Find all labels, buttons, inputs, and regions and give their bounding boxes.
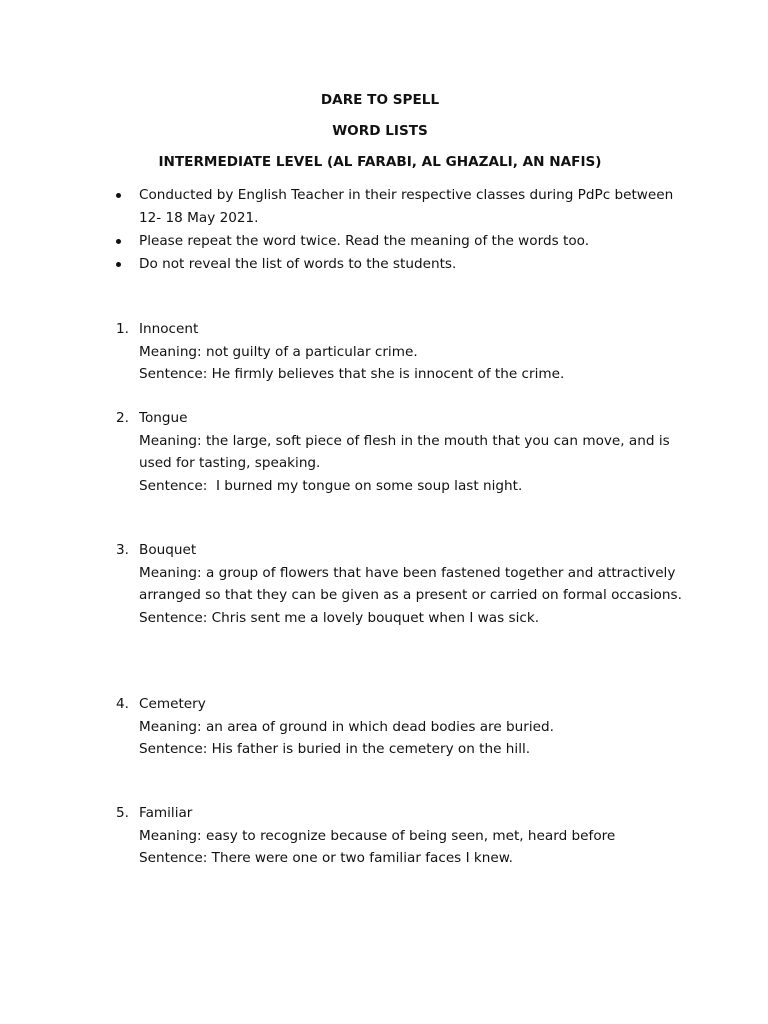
word-sentence: Sentence: His father is buried in the cemetery on the hill. (139, 741, 531, 757)
word-entry (116, 407, 696, 497)
word-text: Tongue (139, 410, 188, 426)
word-number: 3. (116, 542, 129, 558)
document-subtitle: WORD LISTS (332, 123, 428, 139)
word-sentence: Sentence: Chris sent me a lovely bouquet when I was sick. (139, 609, 540, 626)
word-number: 1. (116, 321, 129, 337)
instruction-text: Do not reveal the list of words to the students. (139, 256, 457, 272)
bullet-icon (116, 193, 121, 198)
document-title: DARE TO SPELL (320, 92, 440, 108)
word-text: Innocent (139, 321, 199, 337)
instruction-item (116, 253, 676, 276)
word-number: 4. (116, 696, 129, 712)
word-sentence: Sentence: There were one or two familiar faces I knew. (139, 850, 513, 866)
word-number: 5. (116, 805, 129, 821)
instruction-list (116, 184, 676, 276)
word-entry (116, 693, 696, 761)
word-meaning: Meaning: the large, soft piece of flesh in the mouth that you can move, and is used for tasting, speaking. (139, 432, 675, 471)
word-text: Cemetery (139, 696, 206, 712)
word-sentence: Sentence: He firmly believes that she is innocent of the crime. (139, 366, 565, 382)
instruction-item (116, 230, 676, 253)
word-meaning: Meaning: a group of flowers that have been fastened together and attractively arranged so that they can be given as a present or carried on formal occasions. (139, 564, 682, 603)
word-meaning: Meaning: an area of ground in which dead bodies are buried. (139, 718, 554, 735)
word-text: Bouquet (139, 542, 197, 558)
word-entry (116, 802, 696, 870)
instruction-text: Please repeat the word twice. Read the meaning of the words too. (139, 233, 590, 249)
bullet-icon (116, 239, 121, 244)
word-text: Familiar (139, 805, 193, 821)
instruction-text: Conducted by English Teacher in their respective classes during PdPc between 12- 18 May 2021. (139, 187, 674, 226)
instruction-item (116, 184, 676, 230)
word-meaning: Meaning: not guilty of a particular crime. (139, 343, 418, 360)
word-entry (116, 539, 696, 629)
word-meaning: Meaning: easy to recognize because of being seen, met, heard before (139, 827, 616, 844)
bullet-icon (116, 262, 121, 267)
word-sentence: Sentence: I burned my tongue on some soup last night. (139, 477, 523, 494)
level-heading: INTERMEDIATE LEVEL (AL FARABI, AL GHAZALI, AN NAFIS) (158, 154, 602, 170)
word-number: 2. (116, 410, 129, 426)
word-entry (116, 318, 696, 386)
